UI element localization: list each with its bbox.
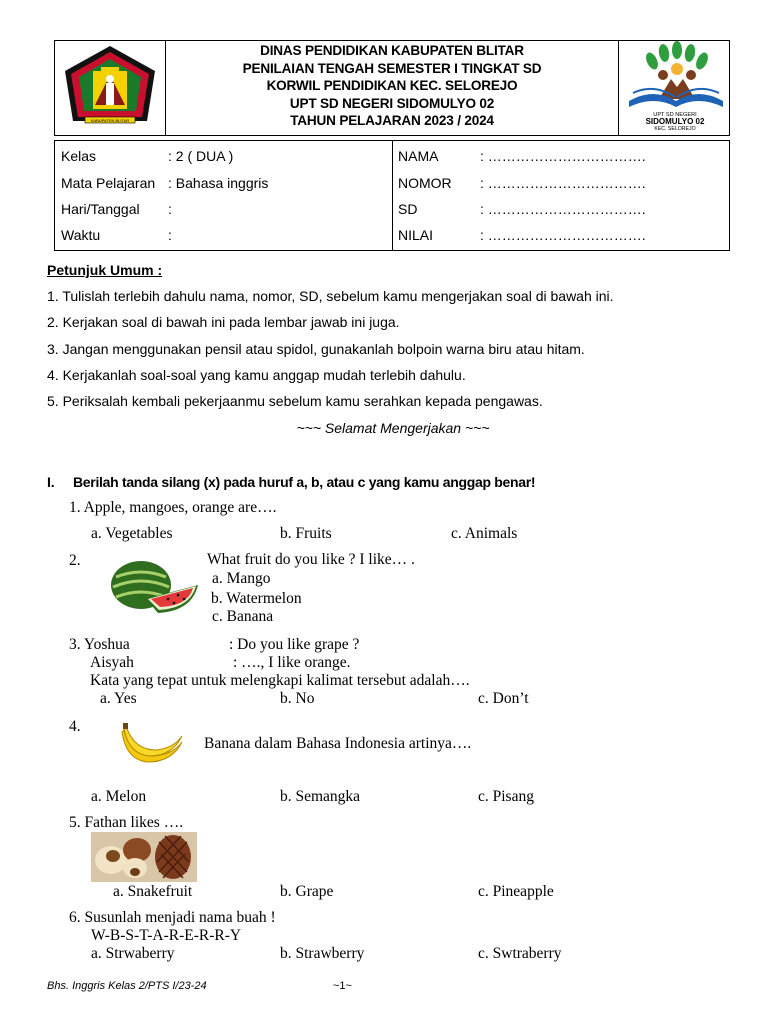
info-label-nama: NAMA [398, 148, 439, 164]
question-2-number: 2. [69, 552, 81, 569]
kabupaten-blitar-emblem-icon [55, 41, 165, 135]
page-number: ~1~ [333, 980, 352, 992]
emblem-caption: KABUPATEN BLITAR [90, 118, 130, 123]
q3-option-c[interactable]: c. Don’t [478, 690, 529, 707]
info-label-sd: SD [398, 201, 418, 217]
instruction-item-4: 4. Kerjakanlah soal-soal yang kamu anggap mudah terlebih dahulu. [47, 367, 466, 383]
q3-option-b[interactable]: b. No [280, 690, 315, 707]
header-line-5: TAHUN PELAJARAN 2023 / 2024 [290, 113, 494, 128]
question-3-line-2: : …., I like orange. [233, 654, 351, 671]
section-number: I. [47, 474, 55, 490]
q1-option-a[interactable]: a. Vegetables [91, 525, 173, 542]
q4-option-a[interactable]: a. Melon [91, 788, 147, 805]
info-field-sd[interactable]: : ……………………………. [480, 201, 646, 217]
header-line-2: PENILAIAN TENGAH SEMESTER I TINGKAT SD [242, 60, 542, 76]
info-label-mapel: Mata Pelajaran [61, 175, 156, 191]
q1-option-b[interactable]: b. Fruits [280, 525, 332, 542]
header-line-3: KORWIL PENDIDIKAN KEC. SELOREJO [266, 78, 518, 93]
student-info-table [54, 140, 730, 251]
school-logo-line-1: UPT SD NEGERI [653, 112, 697, 118]
q6-option-a[interactable]: a. Strwaberry [91, 945, 175, 962]
info-field-nilai[interactable]: : ……………………………. [480, 227, 646, 243]
question-4-stem: Banana dalam Bahasa Indonesia artinya…. [204, 735, 472, 752]
info-label-nilai: NILAI [398, 227, 434, 243]
school-logo-icon [619, 41, 729, 135]
q5-option-b[interactable]: b. Grape [280, 883, 334, 900]
question-5-stem: 5. Fathan likes …. [69, 814, 184, 831]
question-3-speaker-2: Aisyah [90, 654, 134, 671]
info-label-hari: Hari/Tanggal [61, 201, 140, 217]
left-logo-cell [55, 41, 166, 135]
header-line-1: DINAS PENDIDIKAN KABUPATEN BLITAR [260, 43, 524, 58]
right-logo-cell [618, 41, 729, 135]
school-logo-line-2: SIDOMULYO 02 [645, 117, 705, 126]
question-6-stem: 6. Susunlah menjadi nama buah ! [69, 909, 276, 926]
info-label-nomor: NOMOR [398, 175, 452, 191]
q6-option-c[interactable]: c. Swtraberry [478, 945, 562, 962]
q2-option-b[interactable]: b. Watermelon [211, 590, 302, 607]
header-title-block [165, 42, 619, 130]
q3-option-a[interactable]: a. Yes [100, 690, 137, 707]
question-4-number: 4. [69, 718, 81, 735]
q6-option-b[interactable]: b. Strawberry [280, 945, 365, 962]
section-title: Berilah tanda silang (x) pada huruf a, b, atau c yang kamu anggap benar! [73, 474, 536, 490]
info-label-waktu: Waktu [61, 227, 101, 243]
exam-header [54, 40, 730, 136]
q1-option-c[interactable]: c. Animals [451, 525, 518, 542]
watermelon-image [108, 557, 200, 615]
question-3-line-1: : Do you like grape ? [229, 636, 360, 653]
q4-option-b[interactable]: b. Semangka [280, 788, 361, 805]
info-field-nama[interactable]: : ……………………………. [480, 148, 646, 164]
question-3-prompt: Kata yang tepat untuk melengkapi kalimat tersebut adalah…. [90, 672, 470, 689]
info-label-kelas: Kelas [61, 148, 97, 164]
greeting-text: ~~~ Selamat Mengerjakan ~~~ [296, 420, 490, 436]
info-value-kelas: : 2 ( DUA ) [168, 148, 234, 164]
instruction-item-2: 2. Kerjakan soal di bawah ini pada lembar jawab ini juga. [47, 314, 400, 330]
instruction-item-1: 1. Tulislah terlebih dahulu nama, nomor, SD, sebelum kamu mengerjakan soal di bawah ini. [47, 288, 614, 304]
info-value-hari: : [168, 201, 172, 217]
instruction-item-5: 5. Periksalah kembali pekerjaanmu sebelum kamu serahkan kepada pengawas. [47, 393, 543, 409]
banana-image [120, 722, 186, 766]
q5-option-a[interactable]: a. Snakefruit [113, 883, 193, 900]
q5-option-c[interactable]: c. Pineapple [478, 883, 554, 900]
info-value-waktu: : [168, 227, 172, 243]
footer-course-code: Bhs. Inggris Kelas 2/PTS I/23-24 [47, 980, 207, 992]
instructions-title: Petunjuk Umum : [47, 262, 163, 278]
instruction-item-3: 3. Jangan menggunakan pensil atau spidol, gunakanlah bolpoin warna biru atau hitam. [47, 341, 585, 357]
info-value-mapel: : Bahasa inggris [168, 175, 269, 191]
question-2-stem: What fruit do you like ? I like… . [207, 551, 415, 568]
question-1-stem: 1. Apple, mangoes, orange are…. [69, 499, 277, 516]
header-line-4: UPT SD NEGERI SIDOMULYO 02 [289, 95, 495, 111]
school-logo-line-3: KEC. SELOREJO [654, 126, 696, 132]
q4-option-c[interactable]: c. Pisang [478, 788, 534, 805]
info-field-nomor[interactable]: : ……………………………. [480, 175, 646, 191]
question-3-speaker-1: 3. Yoshua [69, 636, 130, 653]
q2-option-a[interactable]: a. Mango [212, 570, 271, 587]
q2-option-c[interactable]: c. Banana [212, 608, 274, 625]
question-6-letters: W-B-S-T-A-R-E-R-R-Y [91, 927, 242, 944]
snakefruit-image [91, 832, 197, 882]
